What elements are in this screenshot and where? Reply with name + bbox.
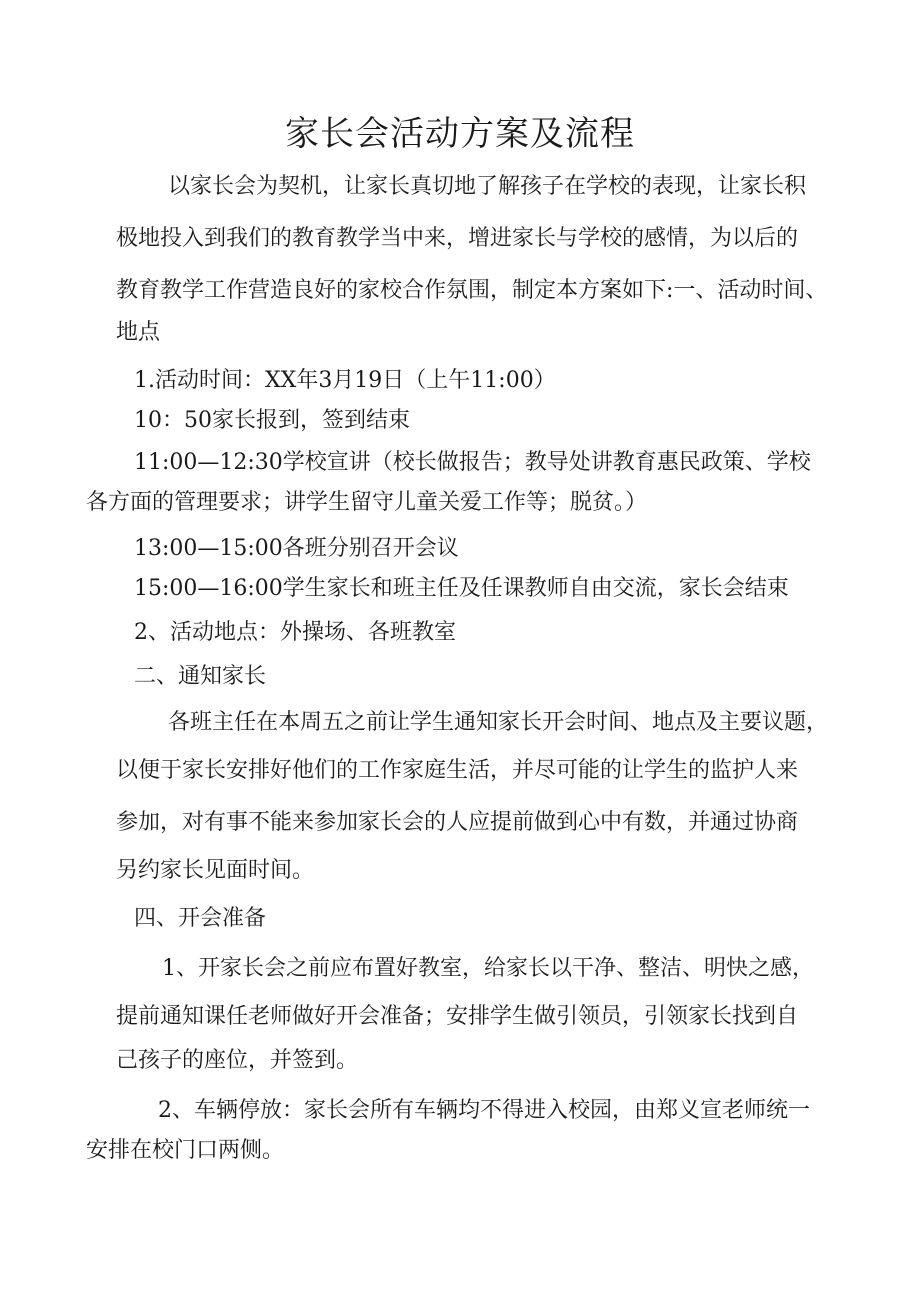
intro-line-1: 以家长会为契机，让家长真切地了解孩子在学校的表现，让家长积 xyxy=(168,174,807,199)
schedule-lecture: 11:00—12:30学校宣讲（校长做报告；教导处讲教育惠民政策、学校 xyxy=(134,450,811,475)
parking-line-1: 2、车辆停放：家长会所有车辆均不得进入校园，由郑义宣老师统一 xyxy=(158,1098,810,1123)
schedule-class-meetings: 13:00—15:00各班分别召开会议 xyxy=(134,536,459,561)
section-heading-notify: 二、通知家长 xyxy=(134,664,267,689)
prepare-line-2: 提前通知课任老师做好开会准备；安排学生做引领员，引领家长找到自 xyxy=(116,1004,799,1029)
notify-line-1: 各班主任在本周五之前让学生通知家长开会时间、地点及主要议题， xyxy=(168,710,829,735)
activity-location: 2、活动地点：外操场、各班教室 xyxy=(134,620,456,645)
intro-line-3: 教育教学工作营造良好的家校合作氛围，制定本方案如下:一、活动时间、 xyxy=(116,278,828,303)
prepare-line-3: 己孩子的座位，并签到。 xyxy=(116,1048,359,1073)
parking-line-2: 安排在校门口两侧。 xyxy=(86,1138,285,1163)
intro-line-4: 地点 xyxy=(116,320,161,345)
intro-line-2: 极地投入到我们的教育教学当中来，增进家长与学校的感情，为以后的 xyxy=(116,226,799,251)
notify-line-3: 参加，对有事不能来参加家长会的人应提前做到心中有数，并通过协商 xyxy=(116,810,799,835)
schedule-lecture-cont: 各方面的管理要求；讲学生留守儿童关爱工作等；脱贫。） xyxy=(86,490,648,515)
prepare-line-1: 1、开家长会之前应布置好教室，给家长以干净、整洁、明快之感， xyxy=(162,956,814,981)
schedule-checkin: 10：50家长报到，签到结束 xyxy=(134,408,410,433)
notify-line-2: 以便于家长安排好他们的工作家庭生活，并尽可能的让学生的监护人来 xyxy=(116,758,799,783)
document-title: 家长会活动方案及流程 xyxy=(285,114,635,154)
schedule-free-exchange: 15:00—16:00学生家长和班主任及任课教师自由交流，家长会结束 xyxy=(134,576,789,601)
section-heading-prepare: 四、开会准备 xyxy=(134,906,267,931)
activity-time: 1.活动时间：XX年3月19日（上午11:00） xyxy=(134,368,556,393)
notify-line-4: 另约家长见面时间。 xyxy=(116,858,315,883)
